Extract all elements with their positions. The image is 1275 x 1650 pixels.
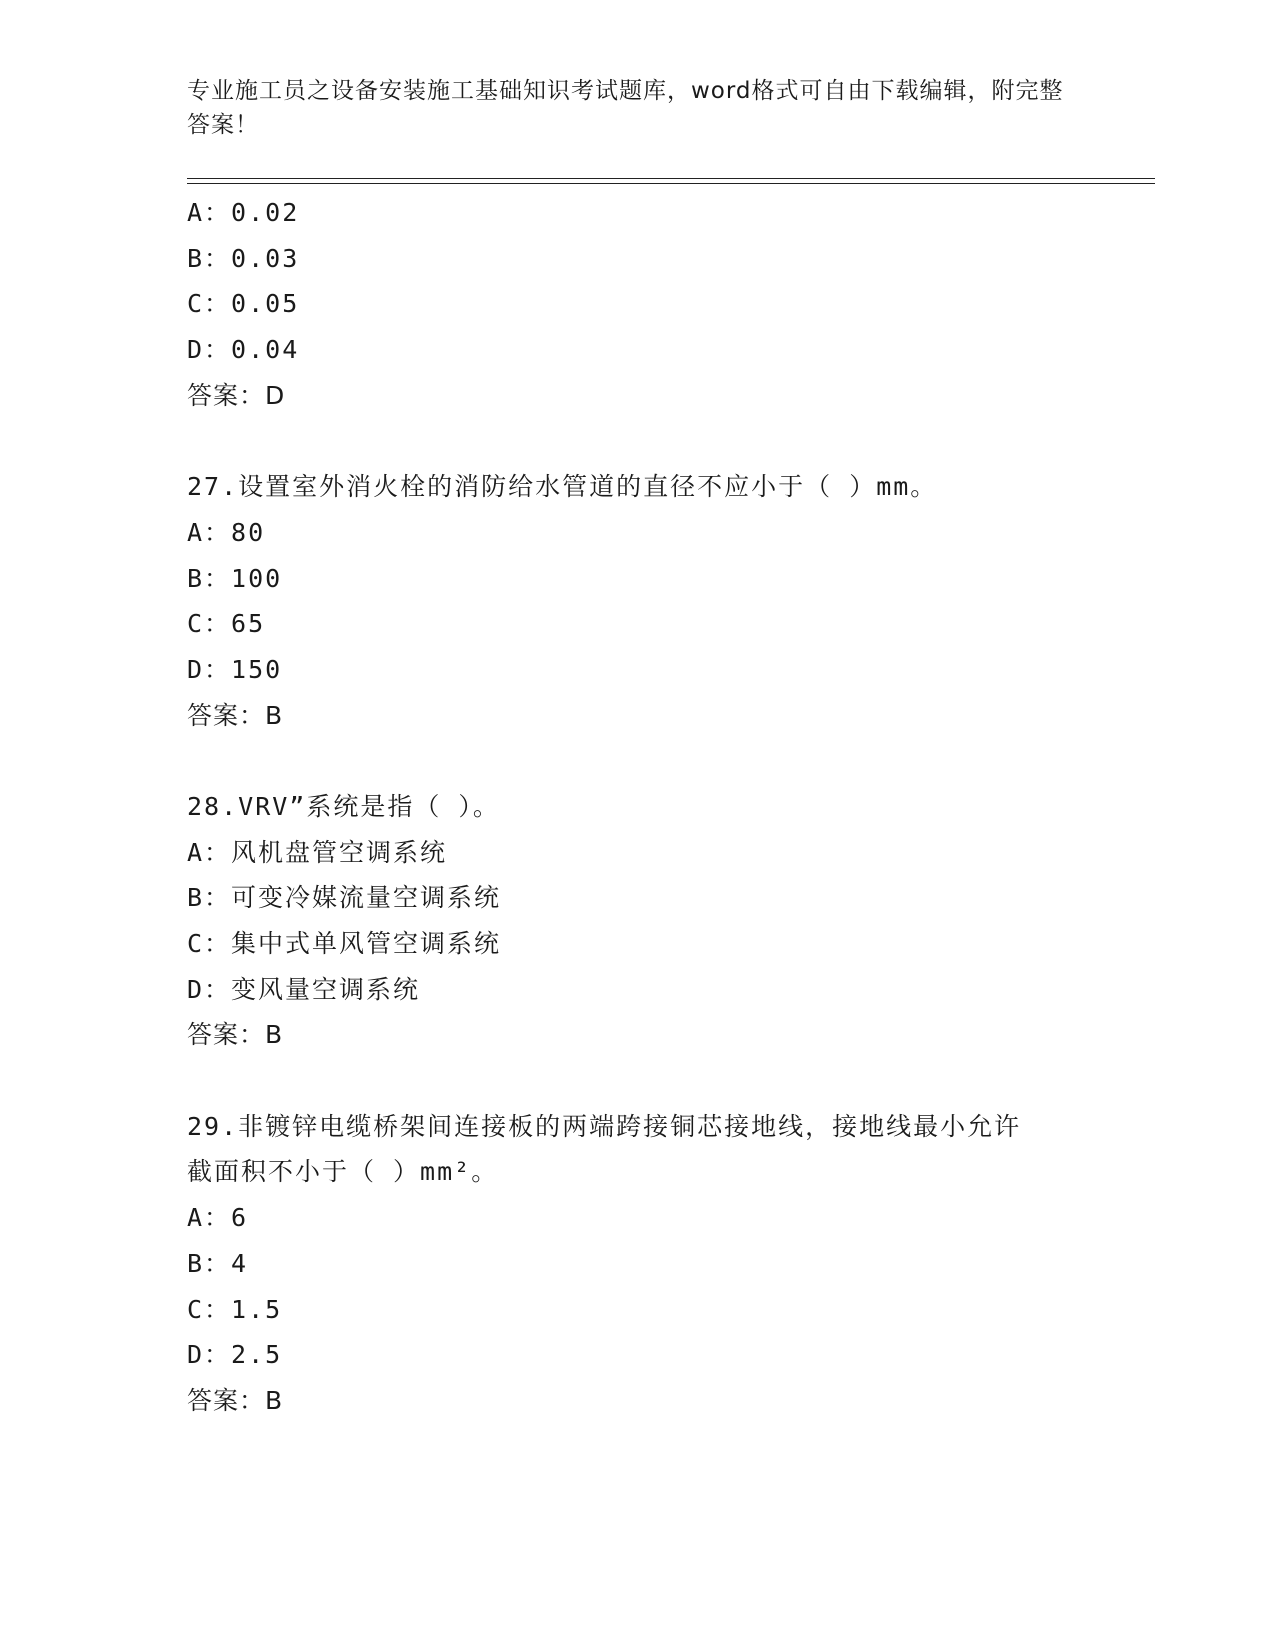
question-list <box>187 190 1087 1424</box>
header-rule-bottom <box>187 183 1155 184</box>
option-c: C：1.5 <box>187 1294 283 1324</box>
block-gap <box>187 738 1087 784</box>
question-block-28 <box>187 784 1087 1058</box>
option-c: C：集中式单风管空调系统 <box>187 929 502 958</box>
question-block-29 <box>187 1104 1087 1424</box>
option-c: C：0.05 <box>187 289 300 319</box>
option-c: C：65 <box>187 609 266 639</box>
block-gap <box>187 418 1087 464</box>
option-b: B：可变冷媒流量空调系统 <box>187 883 502 913</box>
question-text-line-2: 截面积不小于（ ）mm²。 <box>187 1157 499 1187</box>
option-a: A：80 <box>187 517 266 547</box>
option-d: D：2.5 <box>187 1340 283 1370</box>
question-text-line-1: 29.非镀锌电缆桥架间连接板的两端跨接铜芯接地线，接地线最小允许 <box>187 1111 1022 1141</box>
option-a: A：风机盘管空调系统 <box>187 837 448 867</box>
question-block-26 <box>187 190 1087 418</box>
option-d: D：0.04 <box>187 335 300 365</box>
answer-line: 答案：B <box>187 700 284 730</box>
header-rule-top <box>187 178 1155 179</box>
option-a: A：0.02 <box>187 198 300 227</box>
block-gap <box>187 1058 1087 1104</box>
question-text: 27.设置室外消火栓的消防给水管道的直径不应小于（ ）mm。 <box>187 472 938 502</box>
question-text: 28.VRV”系统是指（ ）。 <box>187 791 500 821</box>
option-b: B：0.03 <box>187 243 300 273</box>
option-d: D：变风量空调系统 <box>187 974 421 1004</box>
option-a: A：6 <box>187 1203 249 1233</box>
option-d: D：150 <box>187 654 283 684</box>
question-block-27 <box>187 464 1087 738</box>
option-b: B：4 <box>187 1248 249 1278</box>
answer-line: 答案：B <box>187 1020 284 1050</box>
answer-line: 答案：D <box>187 380 286 410</box>
answer-line: 答案：B <box>187 1385 284 1415</box>
option-b: B：100 <box>187 563 283 593</box>
document-header-title: 专业施工员之设备安装施工基础知识考试题库，word格式可自由下载编辑，附完整答案！ <box>187 78 1064 138</box>
